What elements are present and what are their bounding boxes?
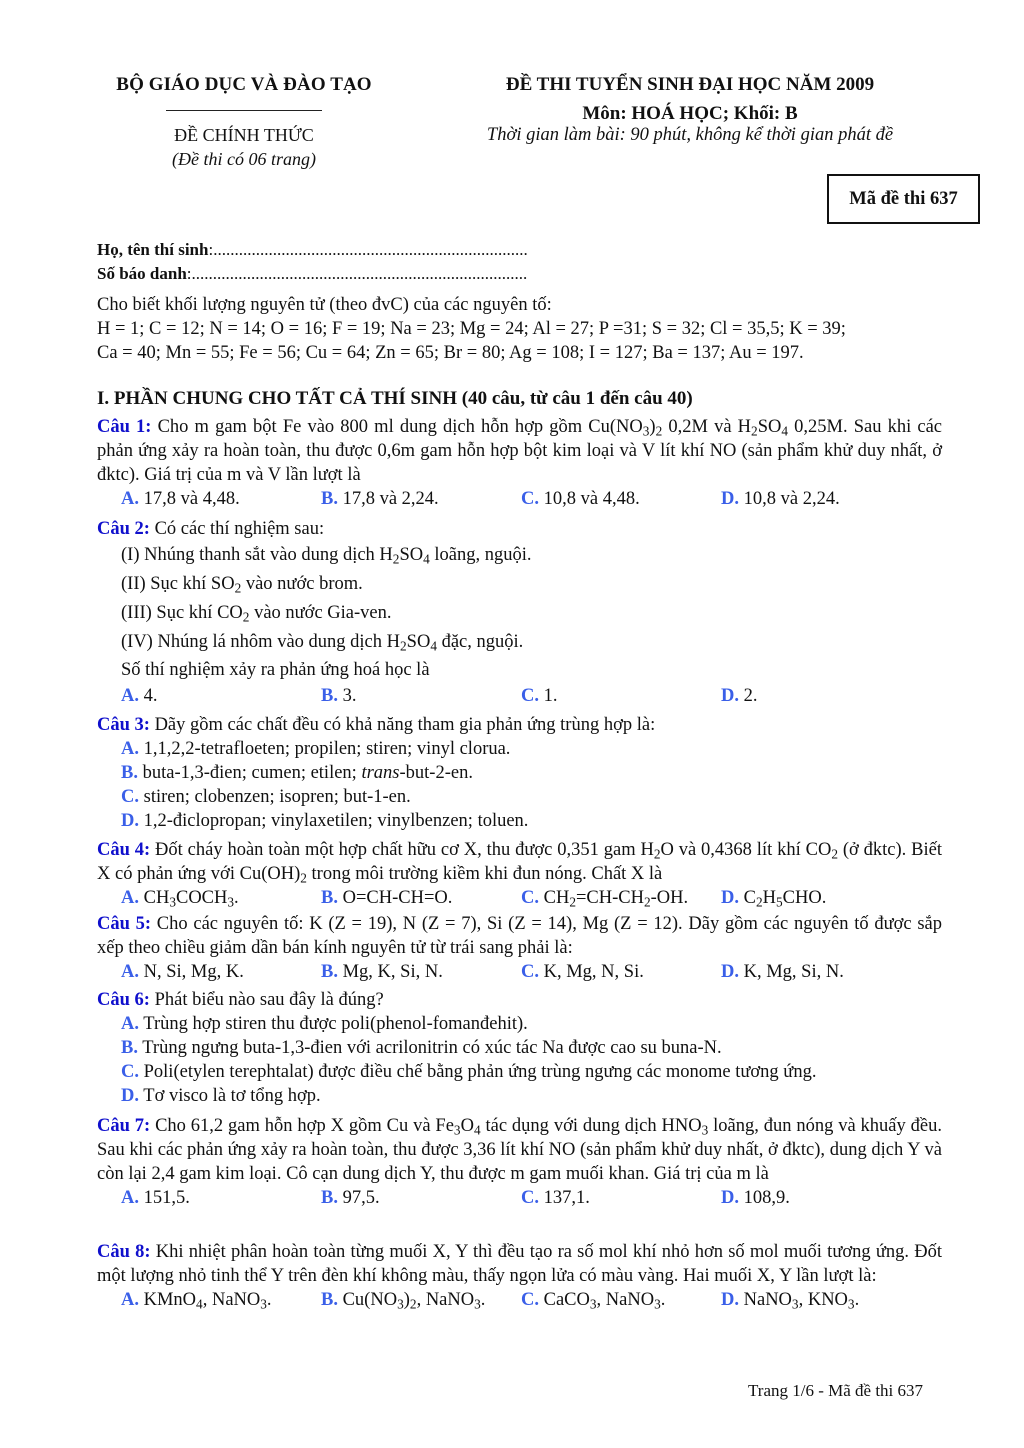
candidate-name-blank[interactable]: :.......................................................................... bbox=[208, 240, 528, 259]
question-label: Câu 8: bbox=[97, 1242, 151, 1262]
subscript: 2 bbox=[831, 846, 838, 862]
subscript: 2 bbox=[409, 1296, 417, 1312]
option-letter: B. bbox=[321, 686, 338, 706]
ministry-name: BỘ GIÁO DỤC VÀ ĐÀO TẠO bbox=[116, 74, 372, 95]
atomic-masses bbox=[97, 293, 947, 365]
answer-option-c[interactable]: C. 1. bbox=[521, 686, 558, 706]
option-letter: D. bbox=[721, 888, 739, 908]
option-letter: B. bbox=[321, 888, 338, 908]
option-letter: B. bbox=[321, 489, 338, 509]
option-letter: C. bbox=[521, 489, 539, 509]
question-label: Câu 7: bbox=[97, 1116, 151, 1136]
answer-option-b[interactable]: B. 3. bbox=[321, 686, 357, 706]
subscript: 3 bbox=[701, 1122, 709, 1138]
subscript: 4 bbox=[423, 551, 430, 567]
experiment-item: (III) Sục khí $CO_2$ vào nước Gia-ven. bbox=[121, 603, 392, 625]
atomic-masses-line-2: Ca = 40; Mn = 55; Fe = 56; Cu = 64; Zn = 65; Br = 80; Ag = 108; I = 127; Ba = 137; Au = 197. bbox=[97, 343, 804, 363]
question-1 bbox=[97, 415, 942, 511]
question-text: Câu 3: Dãy gồm các chất đều có khả năng tham gia phản ứng trùng hợp là: bbox=[97, 715, 656, 735]
option-line bbox=[97, 809, 942, 833]
question-label: Câu 6: bbox=[97, 990, 150, 1010]
exam-code: Mã đề thi 637 bbox=[849, 188, 958, 209]
subscript: 3 bbox=[791, 1296, 799, 1312]
subscript: 2 bbox=[300, 870, 307, 886]
question-7 bbox=[97, 1114, 942, 1210]
subscript: 4 bbox=[196, 1296, 203, 1312]
question-3 bbox=[97, 713, 942, 833]
subscript: 2 bbox=[242, 609, 250, 625]
pages-note: (Đề thi có 06 trang) bbox=[172, 149, 316, 169]
option-letter: D. bbox=[721, 1188, 739, 1208]
page-footer: Trang 1/6 - Mã đề thi 637 bbox=[748, 1381, 924, 1400]
option-line bbox=[97, 761, 942, 785]
option-letter: C. bbox=[121, 787, 139, 807]
option-letter: D. bbox=[721, 686, 739, 706]
option-letter: B. bbox=[321, 1188, 338, 1208]
option-letter: C. bbox=[521, 888, 539, 908]
question-text: Câu 5: Cho các nguyên tố: K (Z = 19), N (Z = 7), Si (Z = 14), Mg (Z = 12). Dãy gồm các nguyên tố được sắp xếp theo chiều giảm dần bán kính nguyên tử từ trái sang phải là: bbox=[97, 914, 942, 958]
answer-option-c[interactable]: C. Poli(etylen terephtalat) được điều chế bằng phản ứng trùng ngưng các monome tương ứng. bbox=[121, 1062, 817, 1082]
candidate-name-field[interactable] bbox=[97, 238, 528, 262]
question-label: Câu 5: bbox=[97, 914, 152, 934]
answer-option-d[interactable]: D. $C_2H_5CHO$. bbox=[721, 888, 827, 910]
subscript: 3 bbox=[227, 894, 235, 910]
question-8 bbox=[97, 1240, 942, 1312]
subscript: 3 bbox=[847, 1296, 855, 1312]
question-text: Câu 1: Cho m gam bột Fe vào 800 ml dung dịch hỗn hợp gồm $Cu(NO_3)_2$ 0,2M và $H_2SO_4$ 0,25M. Sau khi các phản ứng xảy ra hoàn toàn, thu được 0,6m gam hỗn hợp bột kim loại và V lít khí NO (sản phẩm khử duy nhất, ở đktc). Giá trị của m và V lần lượt là bbox=[97, 417, 942, 485]
question-prompt: Số thí nghiệm xảy ra phản ứng hoá học là bbox=[121, 660, 430, 680]
option-letter: C. bbox=[521, 1290, 539, 1310]
candidate-name-label: Họ, tên thí sinh bbox=[97, 240, 209, 259]
option-letter: A. bbox=[121, 739, 139, 759]
answer-option-d[interactable]: D. Tơ visco là tơ tổng hợp. bbox=[121, 1086, 321, 1106]
answer-option-d[interactable]: D. 2. bbox=[721, 686, 758, 706]
answer-option-d[interactable]: D. 1,2-điclopropan; vinylaxetilen; vinylbenzen; toluen. bbox=[121, 811, 529, 831]
italic-prefix: trans bbox=[361, 763, 400, 783]
question-text: Câu 7: Cho 61,2 gam hỗn hợp X gồm Cu và $Fe_3O_4$ tác dụng với dung dịch $HNO_3$ loãng, đun nóng và khuấy đều. Sau khi các phản ứng xảy ra hoàn toàn, thu được 3,36 lít khí NO (sản phẩm khử duy nhất, ở đktc), dung dịch Y và còn lại 2,4 gam kim loại. Cô cạn dung dịch Y, thu được m gam muối khan. Giá trị của m là bbox=[97, 1116, 942, 1184]
answer-option-c[interactable]: C. CaCO$_3$, NaNO$_3$. bbox=[521, 1290, 666, 1312]
answer-option-d[interactable]: D. K, Mg, Si, N. bbox=[721, 962, 844, 982]
answer-option-c[interactable]: C. K, Mg, N, Si. bbox=[521, 962, 644, 982]
answer-option-b[interactable]: B. 17,8 và 2,24. bbox=[321, 489, 439, 509]
subscript: 2 bbox=[655, 423, 663, 439]
answer-option-b[interactable]: B. 97,5. bbox=[321, 1188, 380, 1208]
option-letter: A. bbox=[121, 489, 139, 509]
options-row bbox=[97, 1288, 942, 1312]
candidate-id-blank[interactable]: :............................................................................... bbox=[186, 264, 528, 283]
subscript: 4 bbox=[781, 423, 788, 439]
answer-option-d[interactable]: D. 108,9. bbox=[721, 1188, 790, 1208]
options-row bbox=[97, 1186, 942, 1210]
answer-option-a[interactable]: A. 151,5. bbox=[121, 1188, 190, 1208]
question-label: Câu 4: bbox=[97, 840, 151, 860]
answer-option-b[interactable]: B. $Cu(NO_3)_2$, NaNO$_3$. bbox=[321, 1290, 486, 1312]
option-letter: A. bbox=[121, 1014, 139, 1034]
subscript: 4 bbox=[473, 1122, 481, 1138]
answer-option-b[interactable]: B. buta-1,3-đien; cumen; etilen; trans-but-2-en. bbox=[121, 763, 473, 783]
answer-option-c[interactable]: C. 10,8 và 4,48. bbox=[521, 489, 640, 509]
subscript: 2 bbox=[392, 551, 400, 567]
option-letter: B. bbox=[321, 962, 338, 982]
option-letter: D. bbox=[721, 1290, 739, 1310]
question-label: Câu 1: bbox=[97, 417, 152, 437]
option-letter: D. bbox=[721, 962, 739, 982]
exam-title: ĐỀ THI TUYỂN SINH ĐẠI HỌC NĂM 2009 bbox=[505, 74, 875, 95]
question-2 bbox=[97, 517, 942, 708]
candidate-info bbox=[97, 238, 528, 286]
answer-option-a[interactable]: A. KMnO$_4$, NaNO$_3$. bbox=[121, 1290, 272, 1312]
option-line bbox=[97, 1084, 942, 1108]
subscript: 3 bbox=[169, 894, 176, 910]
subscript: 2 bbox=[653, 846, 661, 862]
answer-option-c[interactable]: C. $CH_2=CH-CH_2-OH$. bbox=[521, 888, 689, 910]
question-text: Câu 2: Có các thí nghiệm sau: bbox=[97, 519, 325, 539]
option-line bbox=[97, 1060, 942, 1084]
subscript: 3 bbox=[589, 1296, 597, 1312]
candidate-id-label: Số báo danh bbox=[97, 264, 187, 283]
answer-option-d[interactable]: D. NaNO$_3$, $KNO_3$. bbox=[721, 1290, 860, 1312]
option-letter: B. bbox=[121, 1038, 138, 1058]
subscript: 3 bbox=[260, 1296, 267, 1312]
subscript: 3 bbox=[397, 1296, 404, 1312]
experiment-item: (IV) Nhúng lá nhôm vào dung dịch $H_2SO_4$ đặc, nguội. bbox=[121, 632, 524, 654]
subscript: 2 bbox=[643, 894, 651, 910]
answer-option-a[interactable]: A. $CH_3COCH_3$. bbox=[121, 888, 239, 910]
options-row bbox=[97, 886, 942, 910]
subscript: 4 bbox=[430, 638, 437, 654]
answer-option-a[interactable]: A. 4. bbox=[121, 686, 158, 706]
option-letter: D. bbox=[121, 811, 139, 831]
header-divider bbox=[166, 110, 322, 111]
option-letter: C. bbox=[521, 962, 539, 982]
subscript: 2 bbox=[751, 423, 758, 439]
official-label: ĐỀ CHÍNH THỨC bbox=[174, 125, 314, 145]
question-6 bbox=[97, 988, 942, 1108]
candidate-id-field[interactable] bbox=[97, 262, 528, 286]
option-letter: A. bbox=[121, 962, 139, 982]
option-letter: B. bbox=[121, 763, 138, 783]
subscript: 2 bbox=[755, 894, 763, 910]
exam-code-box bbox=[827, 174, 980, 224]
answer-option-b[interactable]: B. O=CH-CH=O. bbox=[321, 888, 453, 908]
exam-subject: Môn: HOÁ HỌC; Khối: B bbox=[582, 103, 798, 124]
subscript: 2 bbox=[234, 580, 242, 596]
header-left bbox=[84, 74, 404, 170]
option-letter: A. bbox=[121, 1188, 139, 1208]
question-5 bbox=[97, 912, 942, 984]
atomic-masses-line-1: H = 1; C = 12; N = 14; O = 16; F = 19; Na = 23; Mg = 24; Al = 27; P =31; S = 32; Cl = 35,5; K = 39; bbox=[97, 319, 846, 339]
experiment-item: (I) Nhúng thanh sắt vào dung dịch $H_2SO_4$ loãng, nguội. bbox=[121, 545, 532, 567]
question-4 bbox=[97, 838, 942, 910]
answer-option-b[interactable]: B. Trùng ngưng buta-1,3-đien với acrilonitrin có xúc tác Na được cao su buna-N. bbox=[121, 1038, 722, 1058]
option-letter: A. bbox=[121, 686, 139, 706]
answer-option-a[interactable]: A. N, Si, Mg, K. bbox=[121, 962, 244, 982]
option-letter: A. bbox=[121, 888, 139, 908]
option-letter: D. bbox=[721, 489, 739, 509]
subscript: 3 bbox=[642, 423, 650, 439]
answer-option-a[interactable]: A. 17,8 và 4,48. bbox=[121, 489, 240, 509]
option-line bbox=[97, 1036, 942, 1060]
answer-option-a[interactable]: A. 1,1,2,2-tetrafloeten; propilen; stiren; vinyl clorua. bbox=[121, 739, 511, 759]
subscript: 3 bbox=[474, 1296, 481, 1312]
option-letter: C. bbox=[521, 1188, 539, 1208]
options-row bbox=[97, 684, 942, 708]
subscript: 2 bbox=[400, 638, 407, 654]
answer-option-a[interactable]: A. Trùng hợp stiren thu được poli(phenol-fomanđehit). bbox=[121, 1014, 528, 1034]
subscript: 3 bbox=[654, 1296, 661, 1312]
option-letter: C. bbox=[521, 686, 539, 706]
answer-option-c[interactable]: C. stiren; clobenzen; isopren; but-1-en. bbox=[121, 787, 411, 807]
header-right bbox=[440, 74, 940, 146]
section-title: I. PHẦN CHUNG CHO TẤT CẢ THÍ SINH (40 câu, từ câu 1 đến câu 40) bbox=[97, 388, 693, 409]
question-text: Câu 8: Khi nhiệt phân hoàn toàn từng muối X, Y thì đều tạo ra số mol khí nhỏ hơn số mol muối tương ứng. Đốt một lượng nhỏ tinh thể Y trên đèn khí không màu, thấy ngọn lửa có màu vàng. Hai muối X, Y lần lượt là: bbox=[97, 1242, 942, 1286]
answer-option-b[interactable]: B. Mg, K, Si, N. bbox=[321, 962, 443, 982]
subscript: 2 bbox=[569, 894, 576, 910]
option-line bbox=[97, 737, 942, 761]
option-letter: A. bbox=[121, 1290, 139, 1310]
option-line bbox=[97, 1012, 942, 1036]
atomic-masses-intro: Cho biết khối lượng nguyên tử (theo đvC) của các nguyên tố: bbox=[97, 295, 552, 315]
option-letter: B. bbox=[321, 1290, 338, 1310]
subscript: 3 bbox=[453, 1122, 461, 1138]
options-row bbox=[97, 960, 942, 984]
subscript: 5 bbox=[776, 894, 783, 910]
experiment-item: (II) Sục khí $SO_2$ vào nước brom. bbox=[121, 574, 363, 596]
exam-time-note: Thời gian làm bài: 90 phút, không kể thời gian phát đề bbox=[486, 125, 894, 145]
question-text: Câu 4: Đốt cháy hoàn toàn một hợp chất hữu cơ X, thu được 0,351 gam $H_2O$ và 0,4368 lít khí $CO_2$ (ở đktc). Biết X có phản ứng với $Cu(OH)_2$ trong môi trường kiềm khi đun nóng. Chất X là bbox=[97, 840, 942, 886]
answer-option-d[interactable]: D. 10,8 và 2,24. bbox=[721, 489, 840, 509]
answer-option-c[interactable]: C. 137,1. bbox=[521, 1188, 590, 1208]
question-text: Câu 6: Phát biểu nào sau đây là đúng? bbox=[97, 990, 384, 1010]
options-row bbox=[97, 487, 942, 511]
option-letter: D. bbox=[121, 1086, 139, 1106]
option-line bbox=[97, 785, 942, 809]
option-letter: C. bbox=[121, 1062, 139, 1082]
question-label: Câu 3: bbox=[97, 715, 150, 735]
question-label: Câu 2: bbox=[97, 519, 150, 539]
